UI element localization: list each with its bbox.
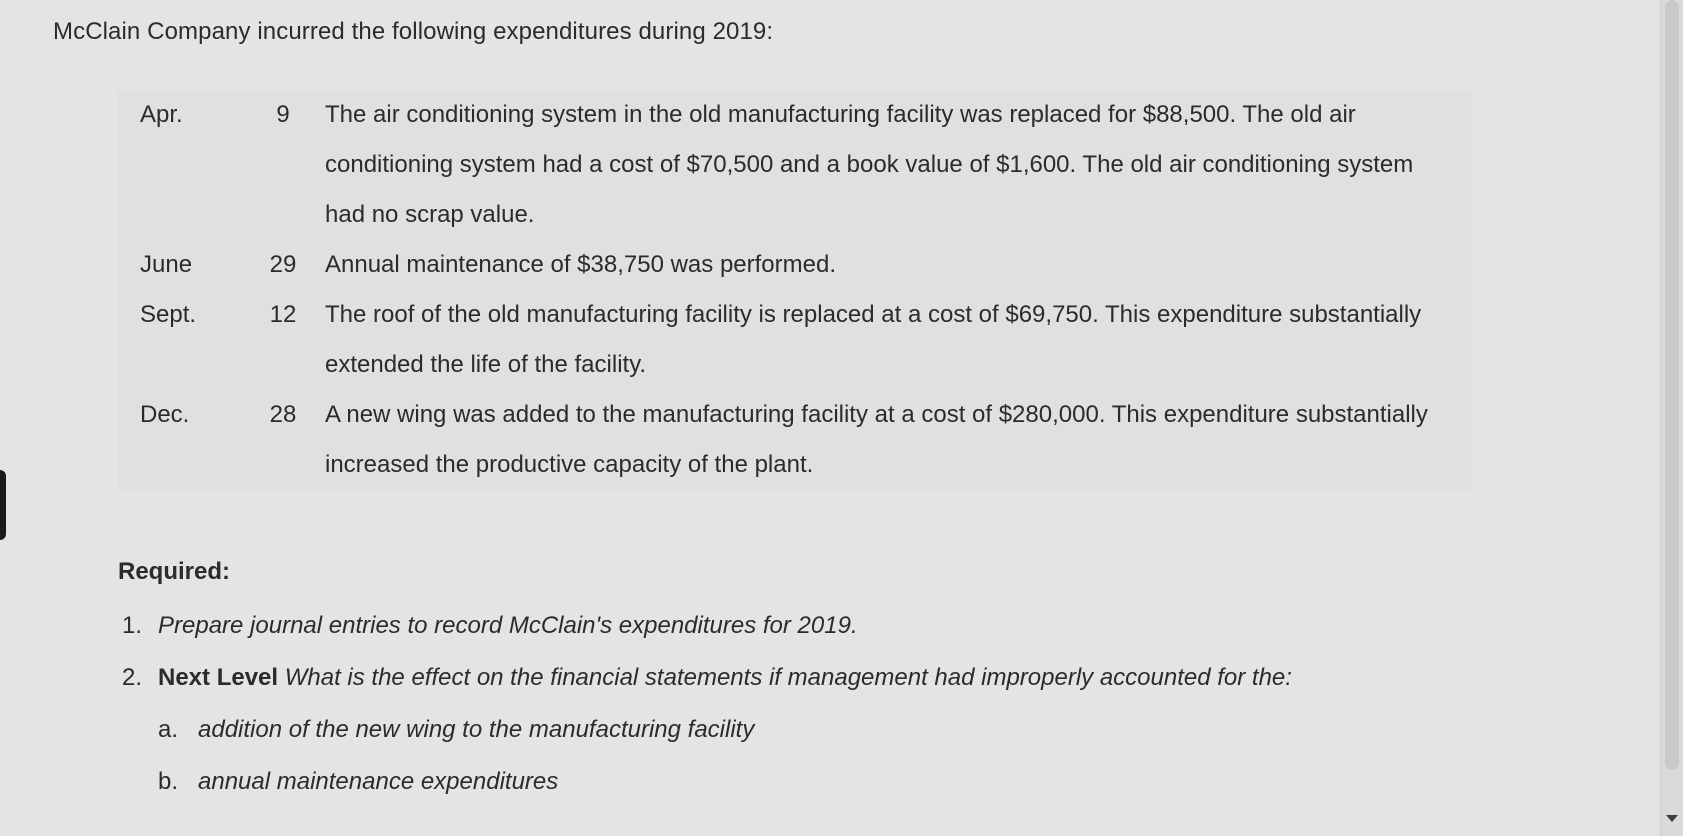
required-item [118, 600, 1292, 652]
entry-description: The air conditioning system in the old manufacturing facility was replaced for $88,500. The old air conditioning system had a cost of $70,500 and a book value of $1,600. The old air conditioning system had no scrap value. [325, 101, 1414, 228]
entry-month: Apr. [140, 101, 183, 128]
required-item-number: 1. [122, 612, 143, 639]
expenditure-row [118, 290, 1473, 390]
scrollbar-thumb[interactable] [1665, 0, 1679, 770]
subitem-letter: a. [158, 716, 179, 743]
entry-description: Annual maintenance of $38,750 was performed. [325, 251, 836, 278]
intro-text: McClain Company incurred the following expenditures during 2019: [53, 18, 774, 45]
expenditure-table [118, 90, 1473, 490]
expenditure-row [118, 240, 1473, 290]
entry-description: A new wing was added to the manufacturing facility at a cost of $280,000. This expenditure substantially increased the productive capacity of the plant. [325, 401, 1428, 478]
required-item-text: What is the effect on the financial statements if management had improperly accounted for the: [284, 664, 1292, 691]
required-heading: Required: [118, 558, 231, 585]
subitem-text: annual maintenance expenditures [198, 768, 559, 795]
entry-month: June [140, 251, 193, 278]
entry-month: Sept. [140, 301, 197, 328]
expenditure-row [118, 90, 1473, 240]
subitem-text: addition of the new wing to the manufacturing facility [198, 716, 755, 743]
required-item [118, 652, 1292, 704]
entry-day: 29 [269, 251, 297, 278]
entry-day: 12 [269, 301, 297, 328]
required-subitem [118, 704, 1292, 756]
vertical-scrollbar[interactable] [1660, 0, 1683, 836]
required-item-number: 2. [122, 664, 143, 691]
required-item-text: Prepare journal entries to record McClain's expenditures for 2019. [158, 612, 858, 639]
required-subitem [118, 756, 1292, 808]
expenditure-row [118, 390, 1473, 490]
scroll-down-arrow-icon[interactable] [1666, 815, 1678, 822]
window-edge [0, 470, 6, 540]
entry-day: 28 [269, 401, 297, 428]
required-list [118, 600, 1292, 808]
entry-day: 9 [276, 101, 290, 128]
subitem-letter: b. [158, 768, 179, 795]
next-level-label: Next Level [158, 664, 279, 691]
entry-month: Dec. [140, 401, 190, 428]
entry-description: The roof of the old manufacturing facility is replaced at a cost of $69,750. This expenditure substantially extended the life of the facility. [325, 301, 1422, 378]
